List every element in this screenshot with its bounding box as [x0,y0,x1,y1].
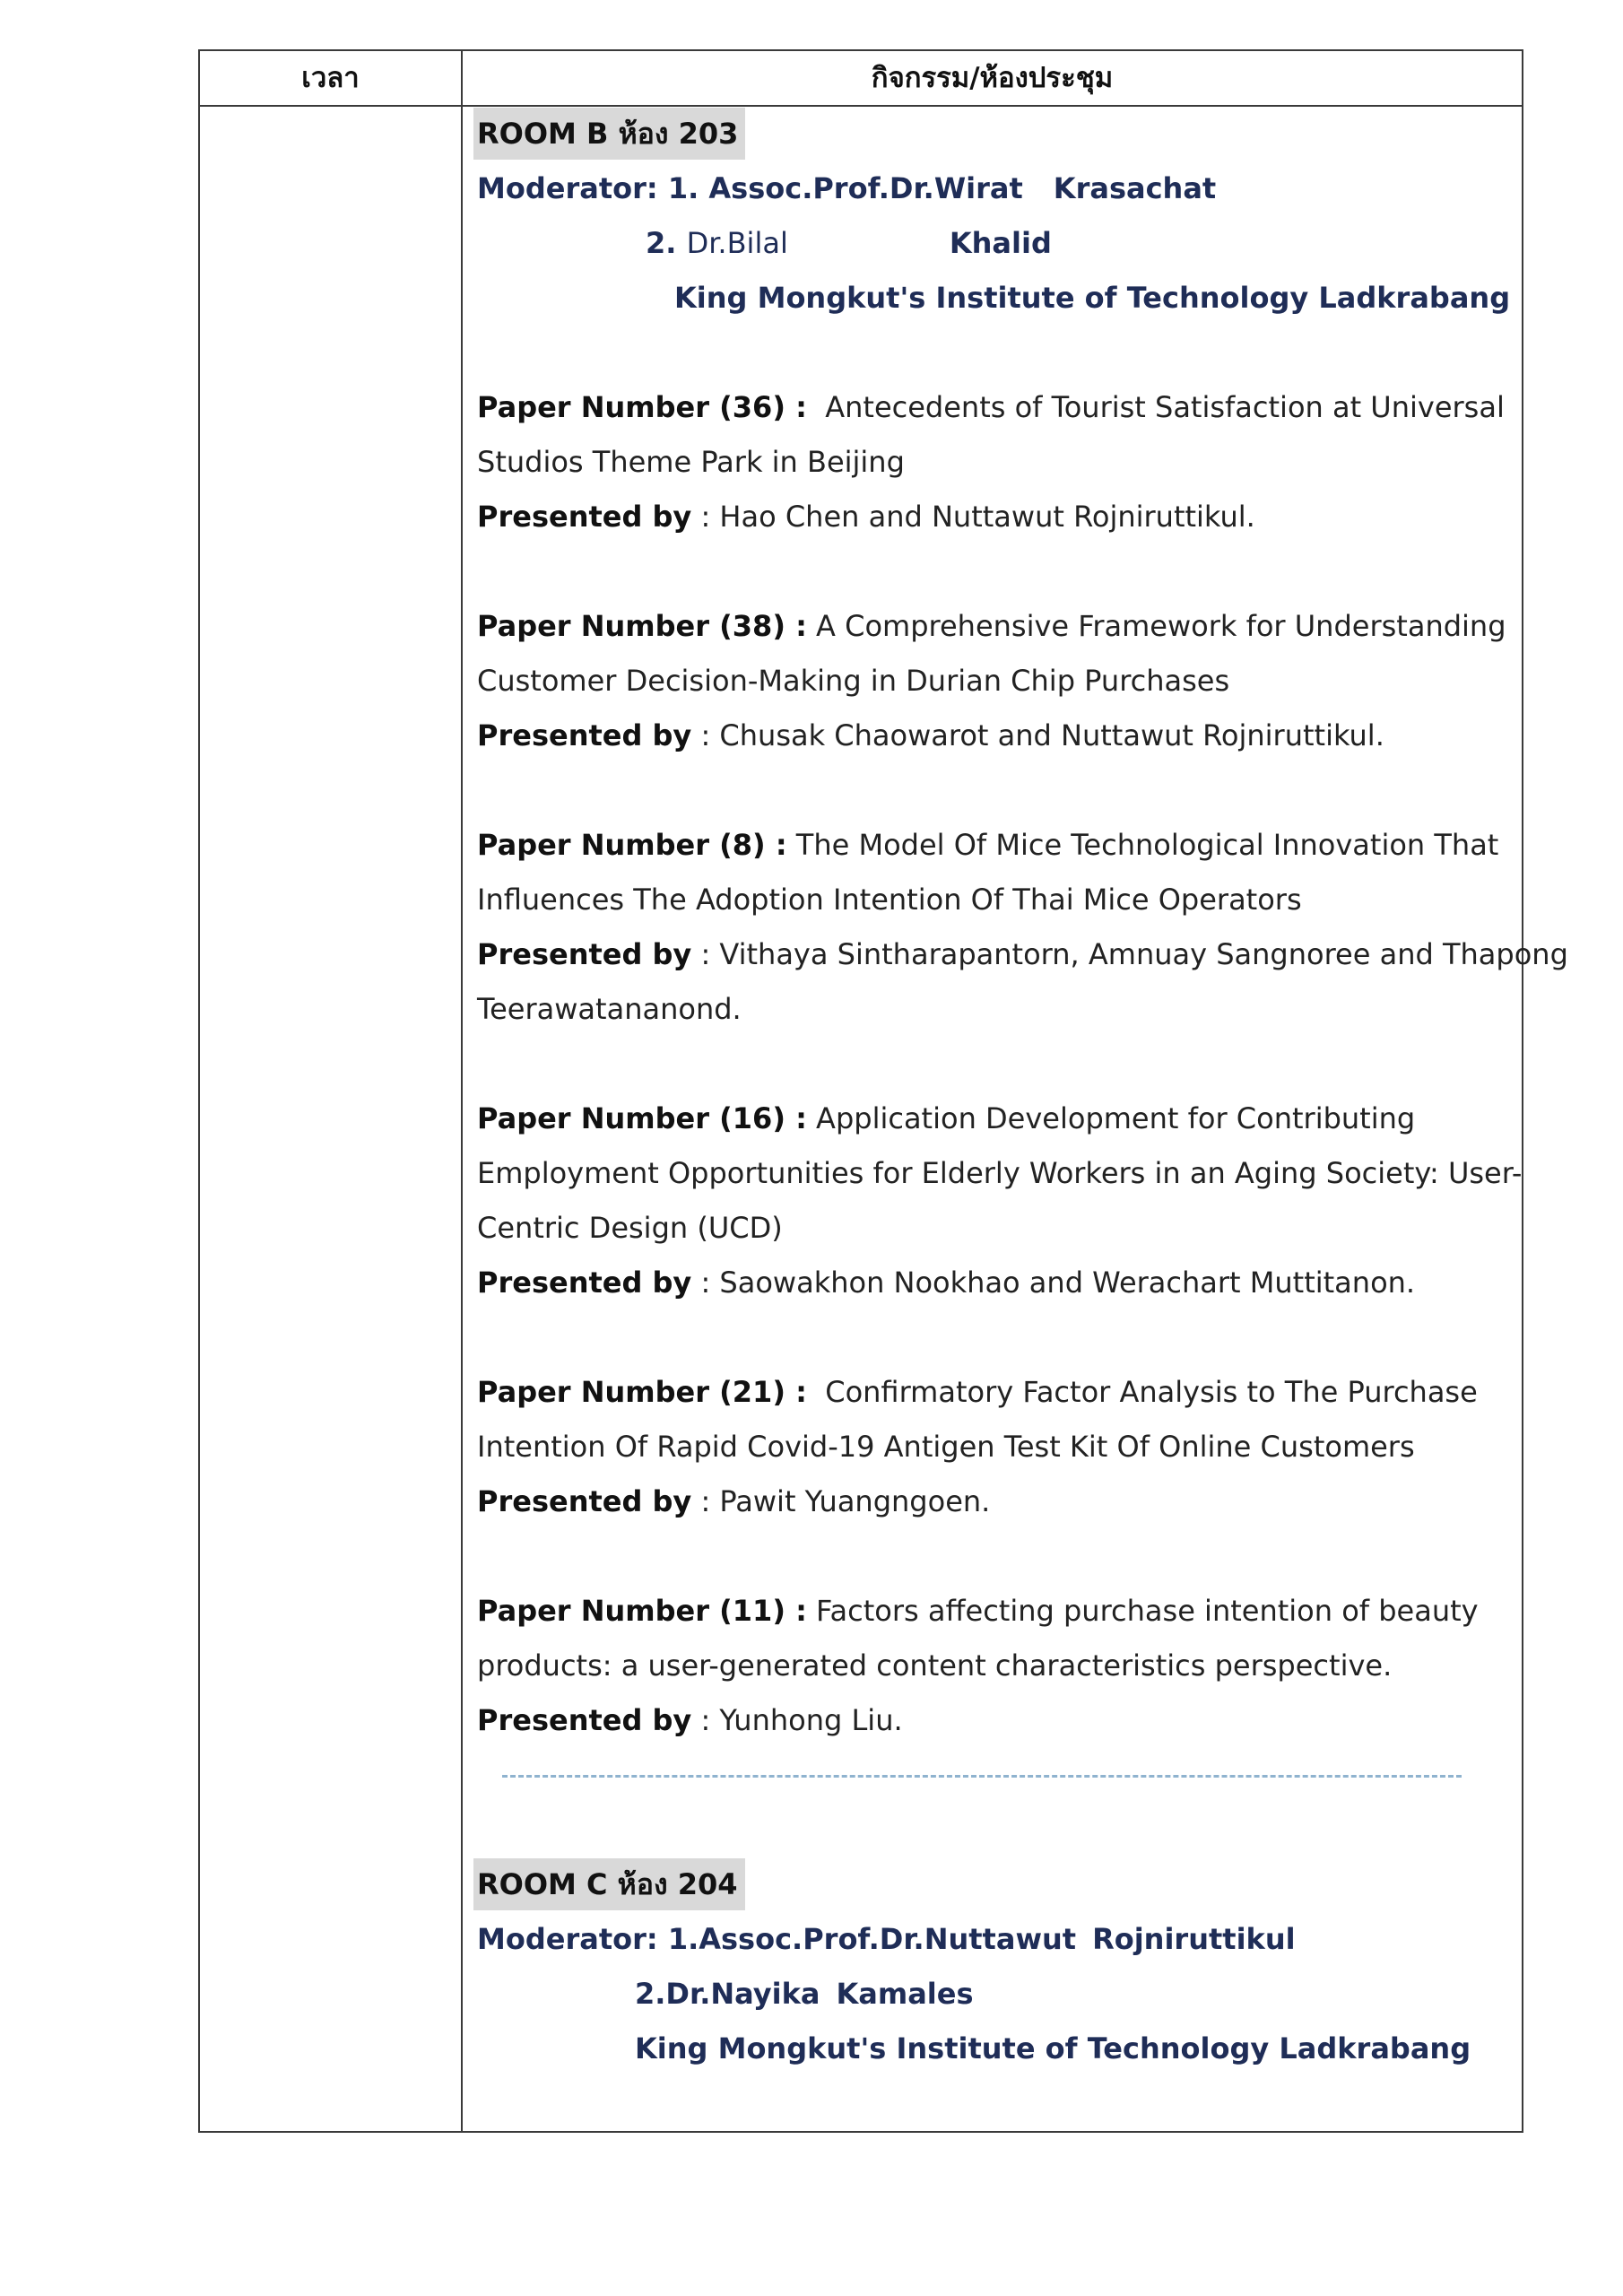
presented-by-label: Presented by [477,1265,692,1300]
room-c-moderator-1 [477,1912,1508,1967]
paper-36-presenters-text: : Hao Chen and Nuttawut Rojniruttikul. [700,500,1255,534]
header-activity: กิจกรรม/ห้องประชุม [871,62,1114,94]
column-divider [461,51,463,2131]
paper-36-line-1 [477,380,1508,435]
paper-38-line-1 [477,599,1508,654]
moderator-2-num: 2. [646,226,677,260]
room-b-institution: King Mongkut's Institute of Technology Ladkrabang [674,281,1511,315]
moderator-1-name: 1.Assoc.Prof.Dr.Nuttawut [667,1922,1077,1956]
paper-16-label: Paper Number (16) : [477,1101,807,1135]
room-b-moderator-1 [477,161,1508,216]
moderator-label: Moderator: [477,1922,658,1956]
paper-8-title-1: The Model Of Mice Technological Innovation That [795,828,1499,862]
paper-36-title-1: Antecedents of Tourist Satisfaction at Universal [825,390,1505,424]
moderator-2-name: Dr.Bilal [686,226,788,260]
paper-11-line-1 [477,1584,1508,1639]
moderator-2-surname: Kamales [836,1977,974,2011]
activity-cell [477,107,1568,2076]
presented-by-label: Presented by [477,1703,692,1737]
presented-by-label: Presented by [477,1484,692,1518]
dashed-divider [502,1775,1462,1778]
paper-38-presenters [477,709,1508,763]
paper-8-label: Paper Number (8) : [477,828,787,862]
paper-21-line-1 [477,1365,1508,1420]
paper-16-title-1: Application Development for Contributing [816,1101,1416,1135]
paper-21-title-2: Intention Of Rapid Covid-19 Antigen Test Kit Of Online Customers [477,1430,1415,1464]
paper-8-line-1 [477,818,1508,873]
paper-11-presenters [477,1693,1508,1748]
paper-16-presenters [477,1256,1508,1310]
paper-16-title-3: Centric Design (UCD) [477,1211,783,1245]
paper-11-label: Paper Number (11) : [477,1594,807,1628]
moderator-1-name: Assoc.Prof.Dr.Wirat [708,171,1023,205]
paper-38-title-1: A Comprehensive Framework for Understanding [816,609,1506,643]
paper-8-presenters [477,927,1568,982]
moderator-2-surname: Khalid [949,226,1052,260]
paper-36-label: Paper Number (36) : [477,390,807,424]
paper-38-title-2: Customer Decision-Making in Durian Chip Purchases [477,664,1230,698]
moderator-1-surname: Rojniruttikul [1092,1922,1296,1956]
moderator-2-name: 2.Dr.Nayika [635,1977,820,2011]
room-c-heading [477,1857,1508,1912]
paper-8-presenters-text-1: : Vithaya Sintharapantorn, Amnuay Sangnoree and Thapong [700,937,1568,971]
room-c-institution: King Mongkut's Institute of Technology Ladkrabang [635,2031,1471,2066]
room-c-tag: ROOM C ห้อง 204 [473,1858,745,1910]
paper-36-title-2: Studios Theme Park in Beijing [477,445,905,479]
presented-by-label: Presented by [477,718,692,752]
paper-21-presenters [477,1474,1508,1529]
presented-by-label: Presented by [477,937,692,971]
room-b-moderator-2 [477,216,1508,271]
moderator-1-num: 1. [667,171,699,205]
room-c-moderator-2 [477,1967,1508,2022]
paper-16-presenters-text: : Saowakhon Nookhao and Werachart Muttitanon. [700,1265,1416,1300]
moderator-label: Moderator: [477,171,658,205]
paper-11-title-2: products: a user-generated content characteristics perspective. [477,1648,1393,1683]
room-separator [477,1748,1508,1803]
paper-21-title-1: Confirmatory Factor Analysis to The Purchase [825,1375,1478,1409]
paper-21-presenters-text: : Pawit Yuangngoen. [700,1484,991,1518]
paper-16-title-2: Employment Opportunities for Elderly Workers in an Aging Society: User- [477,1156,1523,1190]
room-b-tag: ROOM B ห้อง 203 [473,108,745,160]
paper-38-presenters-text: : Chusak Chaowarot and Nuttawut Rojniruttikul. [700,718,1384,752]
header-time: เวลา [301,62,360,94]
paper-16-line-1 [477,1091,1508,1146]
table-header-row [200,51,1522,107]
paper-11-title-1: Factors affecting purchase intention of beauty [816,1594,1479,1628]
presented-by-label: Presented by [477,500,692,534]
schedule-table [198,49,1568,2133]
paper-36-presenters [477,490,1508,544]
room-b-heading [477,107,1508,161]
paper-8-title-2: Influences The Adoption Intention Of Thai Mice Operators [477,883,1302,917]
paper-8-presenters-text-2: Teerawatananond. [477,992,742,1026]
paper-11-presenters-text: : Yunhong Liu. [700,1703,903,1737]
moderator-1-surname: Krasachat [1053,171,1217,205]
paper-21-label: Paper Number (21) : [477,1375,807,1409]
paper-38-label: Paper Number (38) : [477,609,807,643]
